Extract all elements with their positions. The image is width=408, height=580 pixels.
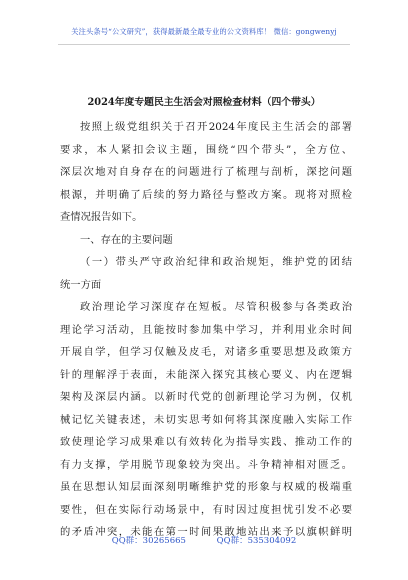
- header-banner: 关注头条号“公文研究”，获得最新最全最专业的公文资料库！ 微信：gongwenyj: [71, 27, 337, 36]
- section-heading: 一、存在的主要问题: [80, 233, 173, 246]
- footer-qq-group-2: QQ群：535304092: [216, 536, 297, 546]
- document-title: 2024年度专题民主生活会对照检查材料（四个带头）: [87, 97, 321, 108]
- body-line: 要性，但在实际行动场景中，有时因过度担忧引发不必要: [60, 503, 352, 516]
- body-line: 政治理论学习深度存在短板。尽管积极参与各类政治: [80, 301, 352, 313]
- body-line: 要求，本人紧扣会议主题，围绕“四个带头”，全方位、: [60, 143, 352, 156]
- body-line: 根源，并明确了后续的努力路径与整改方案。现将对照检: [60, 188, 352, 201]
- body-line: 针的理解浮于表面，未能深入探究其核心要义、内在逻辑: [60, 368, 352, 381]
- body-line: 深层次地对自身存在的问题进行了梳理与剖析，深挖问题: [60, 166, 352, 178]
- body-line: 按照上级党组织关于召开2024年度民主生活会的部署: [80, 121, 352, 133]
- header-divider: [58, 44, 350, 45]
- body-line: 架构及深层内涵。以新时代党的创新理论学习为例，仅机: [60, 391, 352, 403]
- subsection-heading: 统一方面: [60, 278, 102, 291]
- body-line: 有力支撑，学用脱节现象较为突出。斗争精神相对匮乏。: [60, 458, 352, 471]
- footer: [0, 534, 408, 546]
- body-line: 虽在思想认知层面深刻明晰维护党的形象与权威的极端重: [60, 481, 352, 493]
- body-line: 的矛盾冲突，未能在第一时间果敢地站出来予以旗帜鲜明: [60, 526, 352, 538]
- body-line: 械记忆关键表述，未切实思考如何将其深度融入实际工作: [60, 413, 352, 426]
- body-line: 开展自学，但学习仅触及皮毛，对诸多重要思想及政策方: [60, 346, 352, 358]
- footer-qq-group-1: QQ群：30265665: [111, 536, 186, 546]
- body-line: 查情况报告如下。: [60, 211, 143, 223]
- subsection-heading: （一）带头严守政治纪律和政治规矩，维护党的团结: [80, 256, 352, 268]
- body-line: 理论学习活动，且能按时参加集中学习，并利用业余时间: [60, 323, 352, 336]
- document-body: [60, 116, 352, 544]
- body-line: 致使理论学习成果难以有效转化为指导实践、推动工作的: [60, 436, 352, 448]
